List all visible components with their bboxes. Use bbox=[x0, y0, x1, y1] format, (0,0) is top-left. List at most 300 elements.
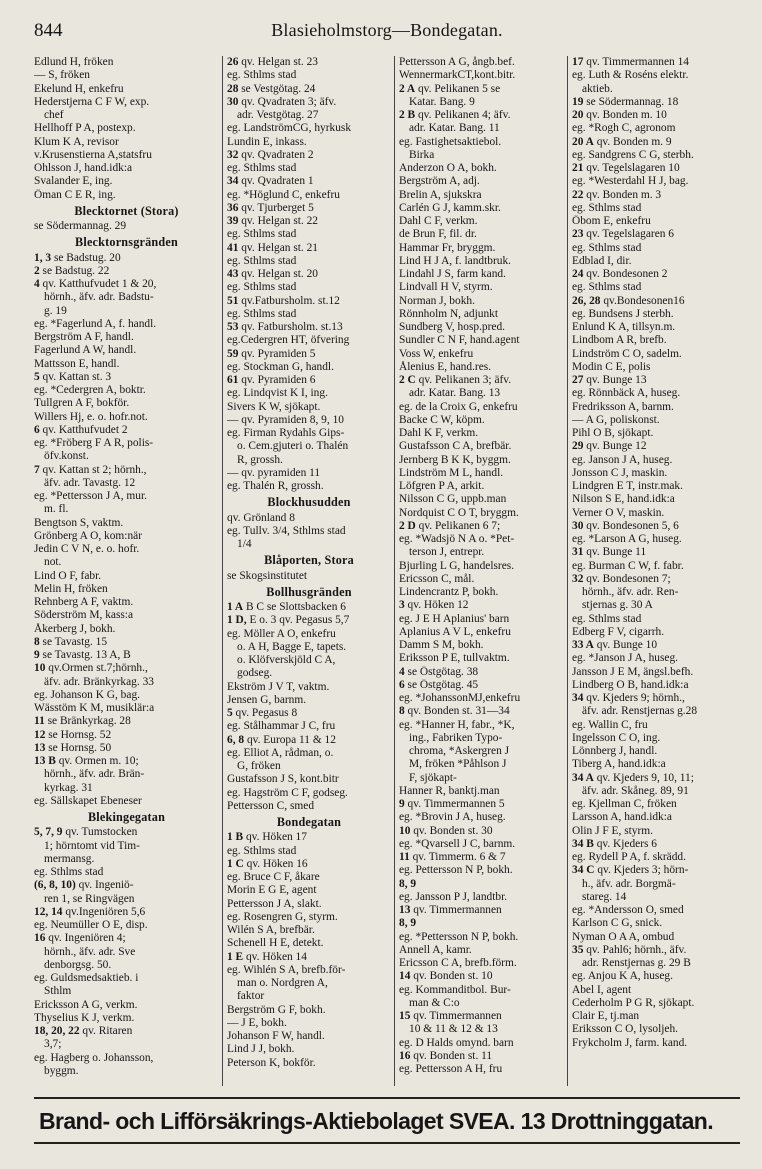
directory-entry: eg. de la Croix G, enkefru bbox=[399, 400, 518, 413]
house-number: 14 bbox=[399, 970, 411, 983]
directory-entry: Johanson F W, handl. bbox=[227, 1030, 325, 1042]
directory-entry: 34 qv. Qvadraten 1 bbox=[227, 175, 314, 188]
directory-entry: se Skogsinstitutet bbox=[227, 569, 308, 582]
directory-entry: Nilson S E, hand.idk:a bbox=[572, 493, 675, 506]
house-number: 59 bbox=[227, 347, 239, 360]
house-number: 34 B bbox=[572, 837, 594, 850]
directory-entry: Voss W, enkefru bbox=[399, 347, 474, 360]
directory-entry: eg. *Fagerlund A, f. handl. bbox=[34, 317, 157, 330]
house-number: 12, 14 bbox=[34, 905, 63, 918]
directory-entry: — qv. pyramiden 11 bbox=[227, 466, 321, 479]
directory-entry: Melin H, fröken bbox=[34, 582, 108, 595]
directory-entry: eg. Sthlms stad bbox=[572, 201, 642, 214]
directory-entry: 9 qv. Timmermannen 5 bbox=[399, 798, 505, 810]
directory-entry: 39 qv. Helgan st. 22 bbox=[227, 215, 319, 227]
directory-entry: eg. Möller A O, enkefru bbox=[227, 627, 336, 640]
section-heading: Blecktornet (Stora) bbox=[74, 204, 179, 218]
directory-entry: eg. *Hanner H, fabr., *K, bbox=[399, 718, 515, 731]
directory-entry: Öman C E R, ing. bbox=[34, 188, 116, 201]
house-number: 23 bbox=[572, 228, 584, 241]
directory-entry: 8 qv. Bonden st. 31—34 bbox=[399, 705, 510, 718]
directory-entry: Ingelsson C O, ing. bbox=[572, 731, 661, 744]
house-number: 10 bbox=[34, 662, 46, 675]
advertisement-rule-top bbox=[34, 1097, 740, 1099]
house-number: 8, 9 bbox=[399, 877, 417, 890]
directory-entry: eg. Sthlms stad bbox=[34, 866, 104, 878]
directory-entry: Thyselius K J, verkm. bbox=[34, 1011, 135, 1024]
directory-entry: Fredriksson A, barnm. bbox=[572, 400, 674, 413]
directory-entry: Ericksson A G, verkm. bbox=[34, 998, 138, 1011]
directory-entry: Dahl C F, verkm. bbox=[399, 215, 478, 227]
directory-entry: Fagerlund A W, handl. bbox=[34, 344, 137, 357]
directory-entry: 33 A qv. Bunge 10 bbox=[572, 639, 658, 651]
section-heading: Blåporten, Stora bbox=[264, 554, 354, 568]
directory-entry: 4 qv. Katthufvudet 1 & 20, bbox=[34, 278, 157, 290]
directory-entry: Edlund H, fröken bbox=[34, 56, 114, 68]
directory-entry: Abel I, agent bbox=[572, 983, 632, 996]
directory-entry: Bengtson S, vaktm. bbox=[34, 516, 124, 529]
directory-entry: 4 se Östgötag. 38 bbox=[399, 665, 479, 678]
directory-entry: eg. Lindqvist K I, ing. bbox=[227, 387, 328, 400]
directory-entry: se Södermannag. 29 bbox=[34, 220, 127, 232]
entry-continuation: m. fl. bbox=[44, 503, 69, 516]
directory-entry: 6 qv. Katthufvudet 2 bbox=[34, 423, 128, 436]
directory-entry: Lindencrantz P, bokh. bbox=[399, 586, 499, 598]
entry-continuation: öfv.konst. bbox=[44, 450, 89, 463]
house-number: 32 bbox=[572, 572, 584, 585]
house-number: 1 D, bbox=[227, 614, 250, 627]
directory-entry: eg. Johanson K G, bag. bbox=[34, 688, 140, 701]
house-number: 1, 3 bbox=[34, 251, 52, 264]
house-number: 22 bbox=[572, 188, 584, 201]
section-heading: Bollhusgränden bbox=[266, 585, 352, 599]
directory-entry: Jensen G, barnm. bbox=[227, 693, 307, 706]
directory-entry: 14 qv. Bonden st. 10 bbox=[399, 970, 493, 983]
house-number: 61 bbox=[227, 374, 239, 386]
entry-continuation: Birka bbox=[409, 148, 435, 161]
directory-entry: eg. Bruce C F, åkare bbox=[227, 871, 320, 883]
directory-entry: Lönnberg J, handl. bbox=[572, 745, 658, 757]
directory-entry: 8 se Tavastg. 15 bbox=[34, 635, 108, 648]
directory-entry: eg. Sthlms stad bbox=[572, 281, 642, 294]
entry-continuation: g. 19 bbox=[44, 304, 67, 317]
directory-entry: Rönnholm N, adjunkt bbox=[399, 307, 499, 320]
directory-entry: Sundberg V, hosp.pred. bbox=[399, 321, 506, 333]
section-heading: Blecktornsgränden bbox=[75, 236, 178, 250]
directory-entry: eg. Bundsens J sterbh. bbox=[572, 307, 674, 320]
directory-entry: 13 qv. Timmermannen bbox=[399, 904, 502, 916]
directory-entry: eg. Sthlms stad bbox=[227, 307, 297, 320]
directory-entry: eg. *Pettersson J A, mur. bbox=[34, 490, 147, 502]
house-number: 29 bbox=[572, 440, 584, 453]
directory-entry: Pettersson A G, ångb.bef. bbox=[399, 56, 515, 68]
directory-entry: 34 C qv. Kjeders 3; hörn- bbox=[572, 864, 689, 877]
directory-entry: Nilsson C G, uppb.man bbox=[399, 493, 507, 506]
entry-continuation: o. A H, Bagge E, tapets. bbox=[237, 640, 347, 653]
section-heading: Blekingegatan bbox=[87, 811, 166, 824]
directory-entry: Mattsson E, handl. bbox=[34, 357, 120, 370]
directory-entry: Pihl O B, sjökapt. bbox=[572, 427, 654, 439]
directory-entry bbox=[399, 917, 564, 930]
entry-continuation: ren 1, se Ringvägen bbox=[44, 892, 135, 905]
house-number: 9 bbox=[34, 649, 40, 661]
directory-entry: eg. Sthlms stad bbox=[227, 281, 297, 294]
directory-entry: eg. Thalén R, grossh. bbox=[227, 480, 324, 492]
house-number: 34 C bbox=[572, 864, 595, 877]
house-number: 7 bbox=[34, 463, 40, 476]
running-title: Blasieholmstorg—Bondegatan. bbox=[271, 20, 503, 40]
directory-entry: Enlund K A, tillsyn.m. bbox=[572, 321, 676, 333]
directory-entry: Sivers K W, sjökapt. bbox=[227, 400, 321, 413]
directory-entry: Verner O V, maskin. bbox=[572, 506, 665, 519]
directory-entry: Cederholm P G R, sjökapt. bbox=[572, 996, 695, 1009]
directory-entry: eg. Kommanditbol. Bur- bbox=[399, 983, 511, 996]
house-number: 8 bbox=[399, 705, 405, 718]
directory-entry: eg. D Halds omynd. barn bbox=[399, 1036, 514, 1049]
directory-entry: Löfgren P A, arkit. bbox=[399, 480, 485, 492]
directory-entry: 41 qv. Helgan st. 21 bbox=[227, 241, 319, 254]
directory-entry: Tiberg A, hand.idk:a bbox=[572, 758, 666, 771]
entry-continuation: stareg. 14 bbox=[582, 890, 627, 903]
house-number: 5 bbox=[34, 370, 40, 383]
directory-entry: Eriksson P E, tullvaktm. bbox=[399, 652, 510, 665]
directory-entry: 5 qv. Kattan st. 3 bbox=[34, 370, 112, 383]
directory-entry: 36 qv. Tjurberget 5 bbox=[227, 201, 314, 214]
directory-entry: 3 qv. Höken 12 bbox=[399, 599, 469, 612]
directory-entry: Anderzon O A, bokh. bbox=[399, 162, 497, 174]
house-number: 30 bbox=[227, 95, 239, 108]
directory-entry: Lundin E, inkass. bbox=[227, 135, 307, 148]
directory-entry: eg. LandströmCG, hyrkusk bbox=[227, 122, 352, 135]
house-number: 2 C bbox=[399, 374, 416, 386]
directory-entry: Olin J F E, styrm. bbox=[572, 824, 654, 837]
column-4 bbox=[567, 56, 740, 1086]
directory-entry: Gustafsson J S, kont.bitr bbox=[227, 773, 339, 786]
directory-entry: 10 qv. Bonden st. 30 bbox=[399, 824, 493, 837]
entry-continuation: 10 & 11 & 12 & 13 bbox=[409, 1023, 498, 1036]
entry-continuation: äfv. adr. Skåneg. 89, 91 bbox=[582, 784, 689, 797]
directory-entry: Karlson C G, snick. bbox=[572, 917, 663, 930]
directory-entry: eg. *Fröberg F A R, polis- bbox=[34, 437, 154, 449]
house-number: 4 bbox=[399, 665, 405, 678]
directory-entry: 16 qv. Ingeniören 4; bbox=[34, 932, 126, 945]
directory-entry: Annell A, kamr. bbox=[399, 943, 472, 956]
directory-entry: eg. Wihlén S A, brefb.för- bbox=[227, 963, 346, 976]
directory-entry: eg. Rosengren G, styrm. bbox=[227, 910, 338, 923]
directory-entry: 28 se Vestgötag. 24 bbox=[227, 82, 316, 95]
house-number: 53 bbox=[227, 321, 239, 333]
entry-continuation: 3,7; bbox=[44, 1038, 62, 1051]
directory-entry: Lindvall H V, styrm. bbox=[399, 281, 493, 294]
directory-entry: Wässtöm K M, musiklär:a bbox=[34, 702, 155, 714]
directory-entry: Bergström A, adj. bbox=[399, 175, 480, 188]
house-number: 1 A bbox=[227, 601, 244, 613]
directory-entry: 43 qv. Helgan st. 20 bbox=[227, 268, 319, 280]
page-header bbox=[34, 20, 740, 46]
house-number: 5, 7, 9 bbox=[34, 826, 63, 839]
directory-entry: Jonsson C J, maskin. bbox=[572, 466, 668, 479]
directory-entry: eg. *Westerdahl H J, bag. bbox=[572, 175, 689, 188]
directory-entry: 7 qv. Kattan st 2; hörnh., bbox=[34, 463, 147, 476]
house-number: 21 bbox=[572, 162, 584, 174]
directory-entry: 12 se Hornsg. 52 bbox=[34, 728, 112, 741]
directory-entry: eg. Janson J A, huseg. bbox=[572, 453, 673, 466]
directory-entry: eg. Pettersson A H, fru bbox=[399, 1063, 503, 1075]
entry-continuation: hörnh., äfv. adr. Ren- bbox=[582, 586, 679, 598]
directory-entry: 16 qv. Bonden st. 11 bbox=[399, 1049, 493, 1062]
house-number: 19 bbox=[572, 95, 584, 108]
section-heading: Blockhusudden bbox=[267, 496, 351, 510]
directory-entry: 17 qv. Timmermannen 14 bbox=[572, 56, 689, 68]
house-number: 8 bbox=[34, 635, 40, 648]
directory-entry: de Brun F, fil. dr. bbox=[399, 228, 477, 241]
directory-entry: eg. Sthlms stad bbox=[227, 162, 297, 174]
directory-entry: eg. Sthlms stad bbox=[227, 69, 297, 82]
directory-entry: 2 D qv. Pelikanen 6 7; bbox=[399, 519, 501, 532]
entry-continuation: adr. Renstjernas g. 29 B bbox=[582, 957, 691, 969]
entry-continuation: h., äfv. adr. Borgmä- bbox=[582, 877, 676, 890]
directory-columns bbox=[34, 56, 740, 1086]
entry-continuation: o. Klöfverskjöld C A, bbox=[237, 654, 336, 666]
directory-entry: eg. Sthlms stad bbox=[227, 844, 297, 857]
directory-entry: 5 qv. Pegasus 8 bbox=[227, 707, 298, 719]
entry-continuation: o. Cem.gjuteri o. Thalén bbox=[237, 440, 349, 453]
directory-entry: Jansson J E M, ängsl.befh. bbox=[572, 665, 694, 678]
house-number: 33 A bbox=[572, 639, 594, 651]
directory-entry: 13 B qv. Ormen m. 10; bbox=[34, 755, 139, 767]
directory-entry: Norman J, bokh. bbox=[399, 294, 475, 307]
directory-entry: 1 B qv. Höken 17 bbox=[227, 831, 307, 844]
directory-entry: 20 A qv. Bonden m. 9 bbox=[572, 135, 672, 148]
entry-continuation: godseg. bbox=[237, 667, 273, 680]
house-number: 15 bbox=[399, 1010, 411, 1022]
entry-continuation: terson J, entrepr. bbox=[409, 546, 485, 559]
directory-entry: eg. *Rogh C, agronom bbox=[572, 122, 676, 135]
house-number: 26 bbox=[227, 56, 239, 68]
directory-entry: eg. Elliot A, rådman, o. bbox=[227, 746, 334, 759]
entry-continuation: kyrkag. 31 bbox=[44, 781, 93, 794]
directory-entry: 32 qv. Bondesonen 7; bbox=[572, 572, 671, 585]
house-number: 2 bbox=[34, 264, 40, 277]
directory-entry: 1 A B C se Slottsbacken 6 bbox=[227, 601, 346, 613]
house-number: 51 bbox=[227, 294, 239, 307]
directory-entry: Wilén S A, brefbär. bbox=[227, 924, 315, 936]
directory-entry: Hammar Fr, bryggm. bbox=[399, 241, 496, 254]
directory-entry: Klum K A, revisor bbox=[34, 135, 119, 148]
entry-continuation: Katar. Bang. 9 bbox=[409, 95, 475, 108]
directory-entry: Eriksson C O, lysoljeh. bbox=[572, 1023, 678, 1036]
directory-entry: Ericsson C, mål. bbox=[399, 572, 475, 585]
house-number: 24 bbox=[572, 268, 584, 280]
directory-entry: Lind J J, bokh. bbox=[227, 1043, 295, 1056]
directory-entry: eg. *Andersson O, smed bbox=[572, 904, 684, 916]
house-number: 17 bbox=[572, 56, 584, 68]
directory-entry: 29 qv. Bunge 12 bbox=[572, 440, 647, 453]
directory-entry: Bergström A F, handl. bbox=[34, 331, 134, 343]
directory-entry: Bergström G F, bokh. bbox=[227, 1003, 326, 1016]
directory-entry: eg. Sandgrens C G, sterbh. bbox=[572, 148, 694, 161]
house-number: (6, 8, 10) bbox=[34, 879, 76, 892]
directory-entry: Bjurling L G, handelsres. bbox=[399, 559, 515, 572]
directory-entry: Lindberg O B, hand.idk:a bbox=[572, 678, 689, 691]
directory-entry: eg. Burman C W, f. fabr. bbox=[572, 559, 684, 572]
house-number: 43 bbox=[227, 268, 239, 280]
entry-continuation: chroma, *Askergren J bbox=[409, 745, 510, 757]
entry-continuation: chef bbox=[44, 109, 64, 121]
entry-continuation: 1/4 bbox=[237, 538, 252, 550]
directory-entry: Lind O F, fabr. bbox=[34, 569, 102, 582]
directory-entry bbox=[399, 878, 564, 891]
section-heading: Bondegatan bbox=[276, 816, 342, 829]
directory-entry: 9 se Tavastg. 13 A, B bbox=[34, 649, 131, 661]
directory-entry: 34 qv. Kjeders 9; hörnh., bbox=[572, 692, 685, 704]
directory-entry: 35 qv. Pahl6; hörnh., äfv. bbox=[572, 943, 687, 956]
directory-entry: eg. Wallin C, fru bbox=[572, 718, 648, 731]
directory-entry: 1 E qv. Höken 14 bbox=[227, 950, 307, 963]
directory-entry: 59 qv. Pyramiden 5 bbox=[227, 347, 316, 360]
house-number: 10 bbox=[399, 824, 411, 837]
directory-entry: 1 D, E o. 3 qv. Pegasus 5,7 bbox=[227, 614, 350, 627]
directory-entry: 13 se Hornsg. 50 bbox=[34, 741, 112, 754]
directory-entry: Modin C E, polis bbox=[572, 360, 651, 373]
house-number: 1 C bbox=[227, 857, 244, 870]
entry-continuation: man & C:o bbox=[409, 996, 460, 1009]
directory-entry: eg. J E H Aplanius' barn bbox=[399, 612, 510, 625]
directory-entry: — qv. Pyramiden 8, 9, 10 bbox=[227, 413, 344, 426]
directory-entry: Grönberg A O, kom:när bbox=[34, 529, 142, 542]
directory-entry: 53 qv. Fatbursholm. st.13 bbox=[227, 321, 343, 333]
directory-entry: 51 qv.Fatbursholm. st.12 bbox=[227, 294, 340, 307]
directory-entry: Ålenius E, hand.res. bbox=[399, 360, 492, 373]
directory-entry: 2 C qv. Pelikanen 3; äfv. bbox=[399, 374, 512, 386]
directory-entry: Edblad I, dir. bbox=[572, 254, 632, 267]
directory-entry: 21 qv. Tegelslagaren 10 bbox=[572, 162, 680, 174]
directory-entry: eg. Sthlms stad bbox=[572, 241, 642, 254]
house-number: 35 bbox=[572, 943, 584, 956]
house-number: 6 bbox=[399, 678, 405, 691]
entry-continuation: R, grossh. bbox=[237, 453, 283, 466]
house-number: 2 A bbox=[399, 82, 416, 95]
directory-entry: Nyman O A A, ombud bbox=[572, 930, 675, 943]
directory-entry: Morin E G E, agent bbox=[227, 884, 317, 897]
directory-entry: 18, 20, 22 qv. Ritaren bbox=[34, 1025, 133, 1037]
house-number: 6 bbox=[34, 423, 40, 436]
entry-continuation: not. bbox=[44, 556, 62, 569]
directory-entry: Frykcholm J, farm. kand. bbox=[572, 1036, 688, 1049]
directory-entry: 1, 3 se Badstug. 20 bbox=[34, 251, 121, 264]
directory-entry: 2 B qv. Pelikanen 4; äfv. bbox=[399, 109, 511, 121]
house-number: 13 bbox=[399, 904, 411, 916]
directory-entry: eg. Anjou K A, huseg. bbox=[572, 970, 673, 983]
directory-entry: 5, 7, 9 qv. Tumstocken bbox=[34, 826, 138, 839]
directory-entry: 24 qv. Bondesonen 2 bbox=[572, 268, 668, 280]
directory-entry: Hellhoff P A, postexp. bbox=[34, 122, 136, 135]
directory-entry: eg. *JohanssonMJ,enkefru bbox=[399, 692, 521, 704]
directory-entry: 10 qv.Ormen st.7;hörnh., bbox=[34, 662, 148, 675]
directory-entry: 6, 8 qv. Europa 11 & 12 bbox=[227, 733, 336, 746]
directory-entry: eg. *Cedergren A, boktr. bbox=[34, 384, 146, 396]
house-number: 12 bbox=[34, 728, 46, 741]
directory-entry: eg. Sällskapet Ebeneser bbox=[34, 794, 142, 807]
advertisement-banner: Brand- och Lifförsäkrings-Aktiebolaget SVEA. 13 Drottninggatan. bbox=[39, 1108, 713, 1134]
house-number: 1 B bbox=[227, 831, 244, 844]
directory-entry: 61 qv. Pyramiden 6 bbox=[227, 374, 316, 386]
entry-continuation: G, fröken bbox=[237, 760, 281, 772]
directory-entry: 26, 28 qv.Bondesonen16 bbox=[572, 294, 685, 307]
house-number: 31 bbox=[572, 546, 584, 559]
directory-entry: eg. Sthlms stad bbox=[227, 254, 297, 267]
column-2 bbox=[222, 56, 394, 1086]
entry-continuation: äfv. adr. Tavastg. 12 bbox=[44, 476, 136, 489]
directory-entry: 19 se Södermannag. 18 bbox=[572, 95, 679, 108]
directory-entry: eg. *Larson A G, huseg. bbox=[572, 533, 682, 545]
directory-entry: 31 qv. Bunge 11 bbox=[572, 546, 647, 559]
directory-entry: Hederstjerna C F W, exp. bbox=[34, 95, 150, 108]
directory-entry: Ericsson C A, brefb.förm. bbox=[399, 957, 517, 969]
house-number: 41 bbox=[227, 241, 239, 254]
directory-entry: Lindström C O, sadelm. bbox=[572, 347, 682, 360]
entry-continuation: 1; hörntomt vid Tim- bbox=[44, 839, 140, 852]
house-number: 11 bbox=[34, 715, 45, 728]
house-number: 6, 8 bbox=[227, 733, 245, 746]
directory-entry: Lind H J A, f. landtbruk. bbox=[399, 254, 511, 267]
house-number: 16 bbox=[34, 932, 46, 945]
directory-entry: (6, 8, 10) qv. Ingeniö- bbox=[34, 879, 134, 892]
directory-entry: Larsson A, hand.idk:a bbox=[572, 811, 672, 824]
directory-entry: 20 qv. Bonden m. 10 bbox=[572, 109, 667, 121]
directory-entry: Åkerberg J, bokh. bbox=[34, 622, 116, 635]
entry-continuation: hörnh., äfv. adr. Badstu- bbox=[44, 291, 154, 304]
house-number: 9 bbox=[399, 798, 405, 810]
directory-entry: Willers Hj, e. o. hofr.not. bbox=[34, 410, 148, 423]
directory-entry: eg. Stockman G, handl. bbox=[227, 360, 334, 373]
entry-continuation: mermansg. bbox=[44, 852, 95, 865]
entry-continuation: adr. Vestgötag. 27 bbox=[237, 109, 319, 121]
directory-entry: Damm S M, bokh. bbox=[399, 639, 484, 651]
directory-entry: eg. *Brovin J A, huseg. bbox=[399, 811, 506, 824]
directory-entry: 15 qv. Timmermannen bbox=[399, 1010, 502, 1022]
entry-continuation: Sthlm bbox=[44, 985, 72, 998]
directory-entry: 34 B qv. Kjeders 6 bbox=[572, 837, 658, 850]
house-number: 13 bbox=[34, 741, 46, 754]
directory-entry: eg. *Pettersson N P, bokh. bbox=[399, 930, 519, 943]
directory-entry: 6 se Östgötag. 45 bbox=[399, 678, 479, 691]
entry-continuation: äfv. adr. Bränkyrkag. 33 bbox=[44, 675, 154, 688]
entry-continuation: adr. Katar. Bang. 13 bbox=[409, 387, 501, 400]
directory-entry: eg. Neumüller O E, disp. bbox=[34, 919, 148, 931]
house-number: 32 bbox=[227, 148, 239, 161]
directory-entry: Svalander E, ing. bbox=[34, 175, 113, 188]
directory-entry: eg. *Janson J A, huseg. bbox=[572, 652, 678, 665]
entry-continuation: stjernas g. 30 A bbox=[582, 599, 653, 612]
directory-entry: Schenell H E, detekt. bbox=[227, 937, 324, 950]
directory-entry: Pettersson C, smed bbox=[227, 799, 315, 812]
house-number: 2 B bbox=[399, 109, 416, 121]
directory-entry: 23 qv. Tegelslagaren 6 bbox=[572, 228, 675, 241]
directory-entry: Ekström J V T, vaktm. bbox=[227, 680, 330, 693]
entry-continuation: ing., Fabriken Typo- bbox=[409, 731, 503, 744]
directory-entry: Öbom E, enkefru bbox=[572, 215, 651, 227]
directory-entry: Söderström M, kass:a bbox=[34, 609, 134, 622]
house-number: 26, 28 bbox=[572, 294, 601, 307]
house-number: 16 bbox=[399, 1049, 411, 1062]
directory-entry: Aplanius A V L, enkefru bbox=[399, 625, 511, 638]
house-number: 20 bbox=[572, 109, 584, 121]
house-number: 36 bbox=[227, 201, 239, 214]
directory-entry: Sundler C N F, hand.agent bbox=[399, 334, 520, 347]
directory-entry: Nordquist C O T, bryggm. bbox=[399, 506, 519, 519]
directory-entry: 11 se Bränkyrkag. 28 bbox=[34, 715, 131, 728]
